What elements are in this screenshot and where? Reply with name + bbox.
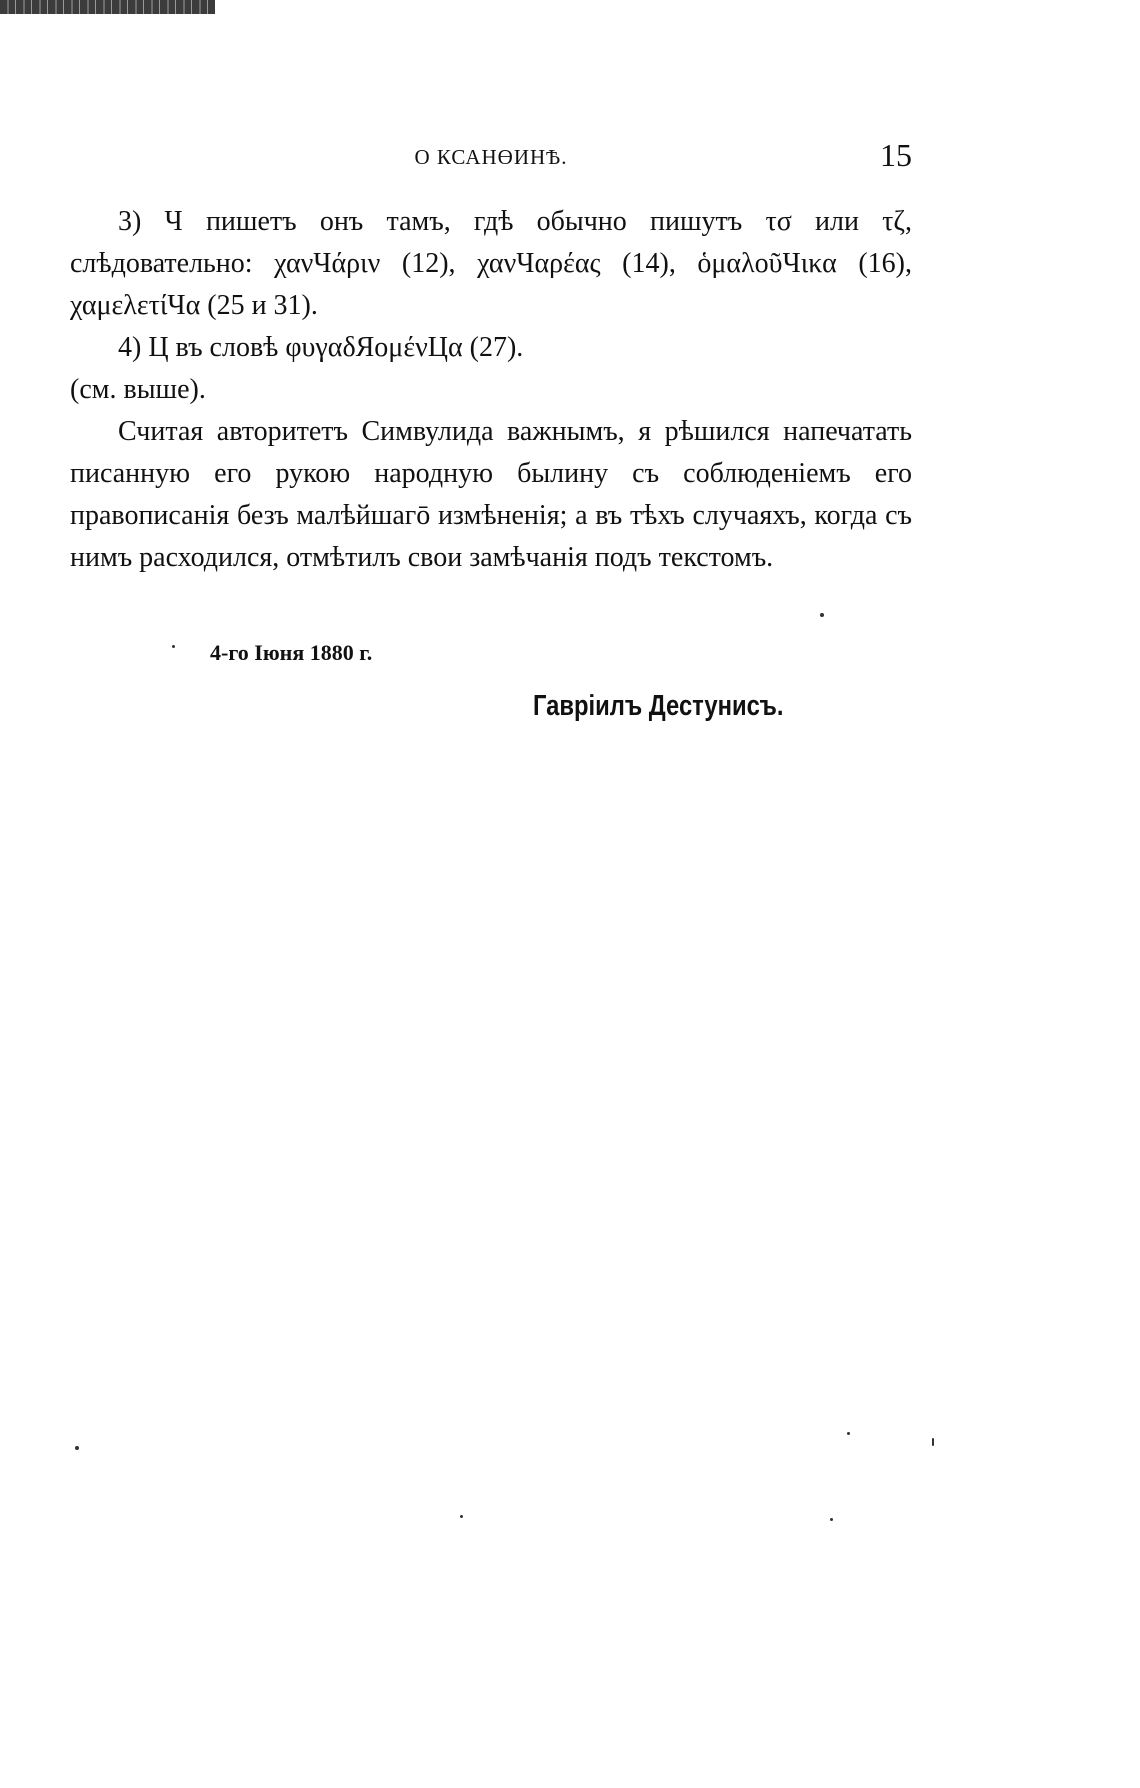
scan-speck bbox=[932, 1438, 934, 1446]
paragraph-item-3: 3) Ч пишетъ онъ тамъ, гдѣ обычно пишутъ τσ или τζ, слѣдовательно: χανЧάριν (12), χανЧαρέας (14), ὁμαλοῦЧικα (16), χαμελετίЧα (25 и 31). bbox=[70, 206, 912, 321]
scan-speck bbox=[847, 1432, 850, 1435]
scan-speck bbox=[820, 613, 824, 617]
paragraph-see-above: (см. выше). bbox=[70, 374, 206, 405]
scan-speck bbox=[830, 1518, 833, 1521]
scan-edge-artifact bbox=[0, 0, 215, 14]
scan-speck bbox=[172, 645, 175, 648]
date-line: 4-го Іюня 1880 г. bbox=[210, 640, 373, 665]
scan-speck bbox=[75, 1446, 79, 1450]
page-number: 15 bbox=[880, 137, 912, 173]
scan-speck bbox=[460, 1515, 463, 1518]
running-head bbox=[70, 137, 912, 177]
running-title: О КСАНӨИНѢ. bbox=[414, 145, 568, 169]
body-text bbox=[70, 201, 912, 579]
author-signature: Гавріилъ Дестунисъ. bbox=[533, 690, 784, 722]
paragraph-closing-note: Считая авторитетъ Симвулида важнымъ, я рѣшился напечатать писанную его рукою народную былину съ соблюденіемъ его правописанія безъ малѣйшагō измѣненія; а въ тѣхъ случаяхъ, когда съ нимъ расходился, отмѣтилъ свои замѣчанія подъ текстомъ. bbox=[70, 416, 912, 573]
paragraph-item-4: 4) Ц въ словѣ φυγαδЯομένЦα (27). bbox=[118, 332, 524, 363]
